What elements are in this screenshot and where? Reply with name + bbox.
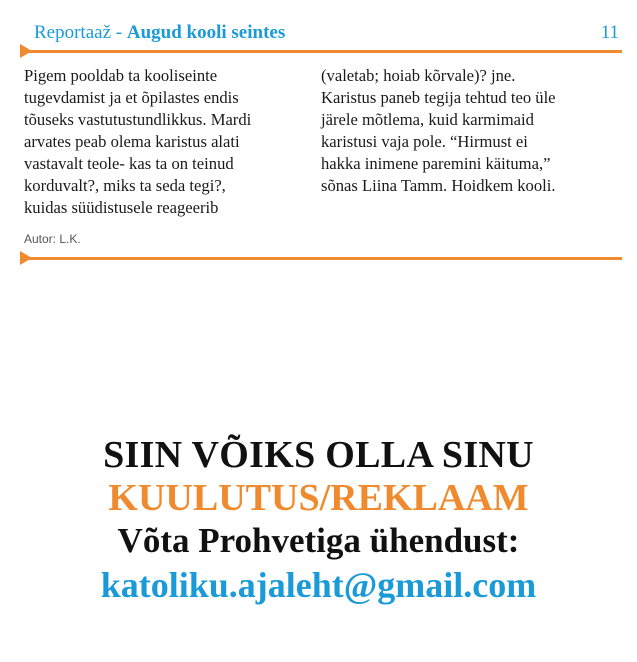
text-line: (valetab; hoiab kõrvale)? jne.: [321, 66, 516, 85]
advertisement-block: [0, 434, 637, 608]
top-divider: [22, 50, 622, 53]
text-line: tõuseks vastutustundlikkus. Mardi: [24, 110, 252, 129]
text-line: tugevdamist ja et õpilastes endis: [24, 88, 239, 107]
text-line: vastavalt teole- kas ta on teinud: [24, 154, 234, 173]
ad-subheadline: KUULUTUS/REKLAAM: [108, 477, 529, 519]
article-column-2: [321, 65, 611, 197]
ad-contact-prompt: Võta Prohvetiga ühendust:: [117, 521, 520, 560]
section-heading: [34, 22, 285, 44]
page-header: [34, 22, 619, 48]
article-column-1: [24, 65, 292, 219]
ad-email-link[interactable]: katoliku.ajaleht@gmail.com: [100, 565, 537, 605]
divider-arrow-icon: [20, 44, 32, 58]
bottom-divider: [22, 257, 622, 260]
page-number: 11: [600, 22, 619, 43]
text-line: arvates peab olema karistus alati: [24, 132, 240, 151]
text-line: sõnas Liina Tamm. Hoidkem kooli.: [321, 176, 556, 195]
author-credit: Autor: L.K.: [24, 232, 81, 246]
text-line: Karistus paneb tegija tehtud teo üle: [321, 88, 556, 107]
text-line: korduvalt?, miks ta seda tegi?,: [24, 176, 226, 195]
article-title: Augud kooli seintes: [126, 22, 286, 43]
text-line: järele mõtlema, kuid karmimaid: [321, 110, 534, 129]
section-label: Reportaaž -: [34, 22, 127, 43]
text-line: karistusi vaja pole. “Hirmust ei: [321, 132, 528, 151]
text-line: Pigem pooldab ta kooliseinte: [24, 66, 218, 85]
text-line: hakka inimene paremini käituma,”: [321, 154, 551, 173]
divider-arrow-icon: [20, 251, 32, 265]
text-line: kuidas süüdistusele reageerib: [24, 198, 219, 217]
ad-headline: SIIN VÕIKS OLLA SINU: [103, 434, 534, 476]
